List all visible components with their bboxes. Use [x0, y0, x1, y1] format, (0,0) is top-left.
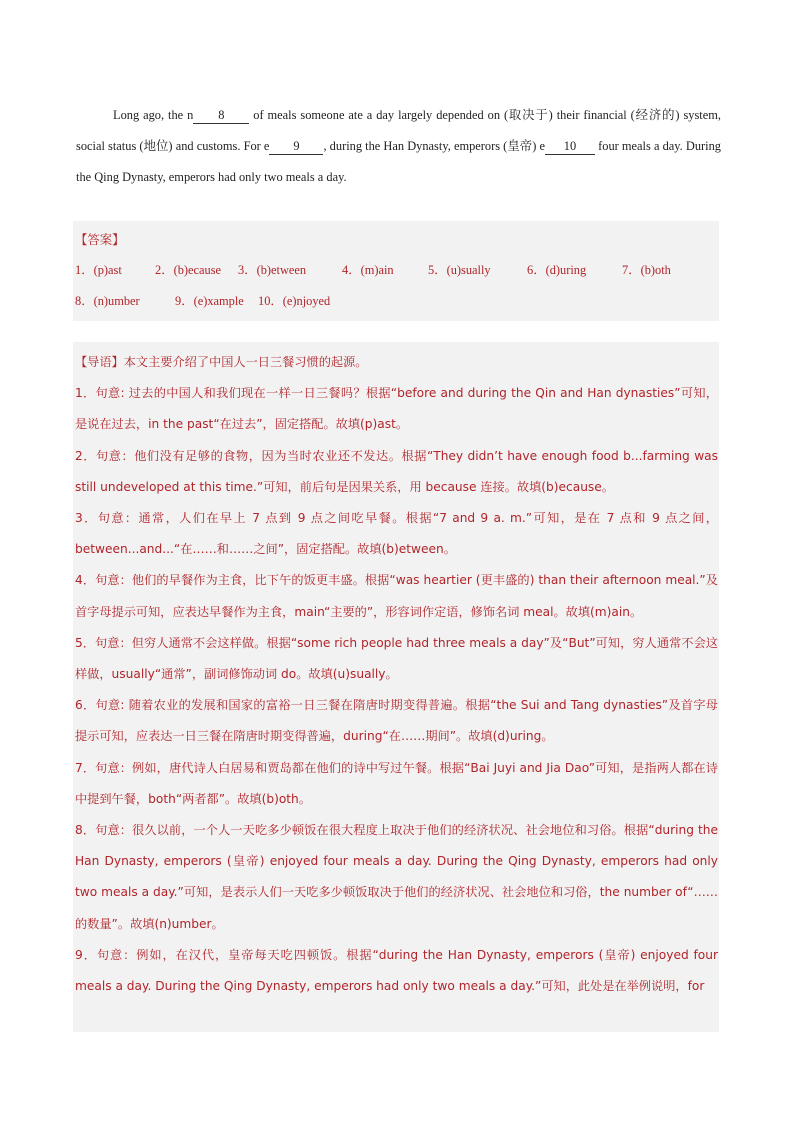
blank-10: 10 — [545, 138, 595, 155]
explanation-section — [73, 342, 719, 1032]
answer-item: 6．(d)uring — [527, 263, 587, 277]
explanation-item: 9．句意：例如，在汉代，皇帝每天吃四顿饭。根据“during the Han Dynasty, emperors (皇帝) enjoyed four meals a day. During the Qing Dynasty, emperors had only two meals a day.”可知，此处是在举例说明，for — [75, 947, 718, 994]
passage-text-3: , during the Han Dynasty, emperors (皇帝) e — [323, 139, 545, 153]
explanation-heading: 【导语】 — [75, 355, 124, 369]
answer-section — [73, 221, 719, 321]
blank-9: 9 — [269, 138, 323, 155]
explanation-intro — [75, 347, 718, 378]
answer-item: 8．(n)umber — [75, 294, 140, 308]
answer-item: 4．(m)ain — [342, 263, 394, 277]
answer-item: 10．(e)njoyed — [258, 294, 331, 308]
answer-item: 1．(p)ast — [75, 263, 122, 277]
answer-item: 9．(e)xample — [175, 294, 244, 308]
answer-item: 3．(b)etween — [238, 263, 307, 277]
explanation-item: 4．句意：他们的早餐作为主食，比下午的饭更丰盛。根据“was heartier (更丰盛的) than their afternoon meal.”及首字母提示可知，应表达早餐作为主食，main“主要的”，形容词作定语，修饰名词 meal。故填(m)ain。 — [75, 573, 718, 619]
answer-row-1 — [75, 260, 671, 278]
cloze-passage — [76, 100, 721, 193]
explanation-item: 2．句意：他们没有足够的食物，因为当时农业还不发达。根据“They didn’t have enough food b...farming was still undeveloped at this time.”可知，前后句是因果关系，用 because 连接。故填(b)ecause。 — [75, 448, 718, 494]
explanation-item: 3．句意：通常，人们在早上 7 点到 9 点之间吃早餐。根据“7 and 9 a. m.”可知，是在 7 点和 9 点之间，between...and...“在……和……之间”，固定搭配。故填(b)etween。 — [75, 511, 718, 557]
answer-heading: 【答案】 — [75, 232, 125, 247]
answer-item: 7．(b)oth — [622, 263, 671, 277]
answer-item: 5．(u)sually — [428, 263, 491, 277]
passage-text-4: four meals a day. During the Qing Dynasty, emperors had only two meals a day. — [76, 139, 722, 184]
explanation-item: 8．句意：很久以前，一个人一天吃多少顿饭在很大程度上取决于他们的经济状况、社会地位和习俗。根据“during the Han Dynasty, emperors (皇帝) enjoyed four meals a day. During the Qing Dynasty, emperors had only two meals a day.”可知，是表示人们一天吃多少顿饭取决于他们的经济状况、社会地位和习俗，the number of“……的数量”。故填(n)umber。 — [75, 823, 718, 931]
explanation-text — [75, 347, 718, 1002]
explanation-item: 1．句意: 过去的中国人和我们现在一样一日三餐吗？根据“before and during the Qin and Han dynasties”可知，是说在过去，in the past“在过去”，固定搭配。故填(p)ast。 — [75, 386, 718, 432]
passage-text-2: of meals someone ate a day largely depended on (取决于) their financial (经济的) system, social status (地位) and customs. For e — [76, 108, 721, 153]
answer-row-2 — [75, 291, 330, 309]
passage-text-1: Long ago, the n — [113, 108, 194, 122]
explanation-item: 7．句意：例如，唐代诗人白居易和贾岛都在他们的诗中写过午餐。根据“Bai Juyi and Jia Dao”可知，是指两人都在诗中提到午餐，both“两者都”。故填(b)oth。 — [75, 760, 718, 806]
explanation-summary: 本文主要介绍了中国人一日三餐习惯的起源。 — [123, 355, 368, 369]
explanation-item: 5．句意：但穷人通常不会这样做。根据“some rich people had three meals a day”及“But”可知，穷人通常不会这样做，usually“通常”，副词修饰动词 do。故填(u)sually。 — [75, 635, 718, 682]
blank-8: 8 — [193, 107, 249, 124]
explanation-item: 6．句意: 随着农业的发展和国家的富裕一日三餐在隋唐时期变得普遍。根据“the Sui and Tang dynasties”及首字母提示可知，应表达一日三餐在隋唐时期变得普遍，during“在……期间”。故填(d)uring。 — [75, 698, 718, 744]
answer-item: 2．(b)ecause — [155, 263, 222, 277]
